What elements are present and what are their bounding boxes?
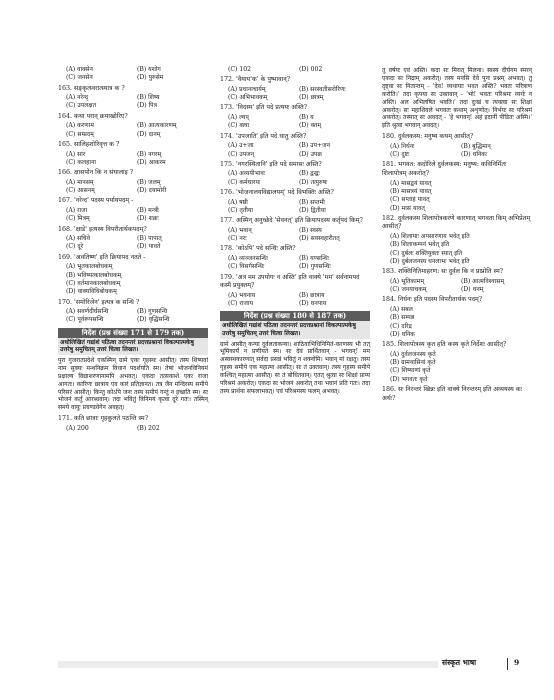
option: (D) दानम्	[137, 130, 161, 138]
option: (A) वाक्सेन	[66, 66, 93, 73]
question-186: 186. सः निरन्तरं खिन्नः इति वाक्ये निरन्तरम् इति अव्ययस्य कः अर्थः?	[382, 385, 522, 402]
footer-divider	[507, 658, 508, 670]
section-banner: निर्देश (प्रश्न संख्या 171 से 179 तक)	[58, 328, 208, 338]
q185-options	[382, 351, 532, 384]
option: (C) कर्मधारयः	[228, 178, 261, 186]
subject-label: संस्कृत भाषा	[442, 658, 477, 667]
q165-options	[58, 151, 208, 168]
option: (C) राजाय	[228, 300, 254, 308]
q170-options	[58, 308, 208, 325]
question-167: 167. 'नरेन्द' पदस्य पर्यायपदम् -	[58, 197, 134, 205]
option: (D) धनम्	[461, 286, 484, 294]
q169-options	[58, 263, 208, 296]
option: (D) द्वितीया	[299, 206, 326, 214]
option: (B) जलम्	[137, 178, 161, 186]
reading-passage: पुरा गुजरातप्रदेशे एकस्मिन् ग्रामे एकः गृहस्थः आसीत्। तस्य शिष्यवां नाम सुक्यः मन्थनिक्रम विधानं पदर्शयति स्म। तेषां भोजनविनियमं प्रक्षाल्य विद्याशरणानामपि अभवत्। एकदा तत्सकाशे एकः राजा आगतः। कारिणः छात्राय एव कारं प्रतिज्ञानत। तत्र जैन मन्दिरस्य समीपे परिसरं आसीत्। किन्तु कोऽपि जनः तस्य समीपं गन्तुं न इच्छति स्म। सः भोजनं कर्तुं आरब्धवान्। तदा भवितुं विनिमयं कृत्वा दूरे गतः। तस्मिन् समये वायुः प्रचण्डवेगेन अवहत्।	[58, 356, 208, 412]
option: (D) आकरम	[137, 158, 166, 166]
option: (C) उपलक्षत	[66, 102, 97, 110]
option: (B) शिष्य	[137, 94, 160, 102]
option: (A) सबल	[390, 305, 413, 313]
option: (C) दुष्टः	[390, 151, 410, 159]
question-page	[58, 66, 532, 650]
q179-options	[220, 292, 370, 309]
option: (B) य	[299, 114, 314, 122]
reading-passage: ग्रामे आसीत् कन्या दुर्वलताकन्या। शाठिवाभिधिनिमितं-करणस्य भी तत् भूमिकार्यं न प्रणीयते स्म। सः देवं प्रार्थितवान् - भगवन्! मम अस्वस्थकारणात् सर्वदा प्रसन्नं भवितुं न शक्नोमि। भवान् मां रक्षतु। तस्य गृहस्य समीपे एक महात्मा आसीत्। सः तं उक्तवान्। तस्य गृहस्य समीपे कश्चित् महात्मा आसीत्। सः तं बोधितवान्। एतत् श्रुत्वा सः शिक्षां प्राप्य परिश्रमं अकरोत्। एकदा सः भोजनं अकरोत् तथा भवानं प्रति गतः। तदा तस्य प्रार्थना सफलाभवत्। एवं परिश्रमस्य फलम् अभवत्।	[220, 340, 370, 396]
option: (C) सप्ताहं यावत्	[390, 196, 430, 204]
question-171: 171. कति छात्राः गृहकुलते पठन्ति स्म?	[58, 415, 149, 423]
question-170: 170. 'समोरिजेन' इत्यत्र क सन्धि ?	[58, 298, 140, 306]
question-164: 164. कथा परान् क्रयाखोरिए?	[58, 112, 128, 120]
option: (B) पापात्	[137, 235, 162, 243]
option: (C) नरः	[228, 235, 247, 243]
question-173: 173. 'विदस्य' इति पदे प्रत्ययः अस्ति?	[220, 104, 308, 112]
option: (C) जनसेन	[66, 74, 93, 82]
option: (B) 202	[137, 424, 160, 432]
question-176: 176. 'भोजनालयविद्यालयम्' पदे विभक्तिः अस्ति?	[220, 189, 334, 197]
option: (B) बुद्धिमान्	[461, 142, 491, 150]
option: (B) उप+जन	[299, 142, 330, 150]
option: (C) कलहाना	[66, 158, 96, 166]
q181-options	[382, 180, 532, 213]
option: (A) सचिवे	[66, 235, 91, 243]
q171-options	[58, 425, 208, 433]
option: (D) दुर्बलजनस्य धनलाभः भवेत् इति	[390, 257, 470, 265]
question-185: 185. शिलापोत्रस्य कृत हति कस्य कृते निर्देशः आसीत्?	[382, 341, 507, 349]
q176-options	[220, 199, 370, 216]
option: (C) 102	[228, 66, 251, 73]
question-175: 175. 'नगरस्थितानि' इति पदे समासः अस्ति?	[220, 160, 322, 168]
q171-options-cont	[220, 66, 370, 74]
q167-options	[58, 207, 208, 224]
q184-options	[382, 306, 532, 339]
option: (C) आसनम्	[66, 187, 95, 195]
option: (B) सम्पन्न	[390, 314, 415, 322]
option: (C) सम्प्रदम्	[66, 130, 94, 138]
question-179: 179. 'अत्र मम उपयोगः न अस्ति' इति वाक्ये 'मम' सर्वनामपदं कस्मै प्रयुक्तम्?	[220, 273, 360, 290]
q183-options	[382, 278, 532, 295]
question-180: 180. दुर्वलकस्य: मनुष्य कथम् आसीत्?	[382, 133, 474, 141]
option: (D) 002	[299, 66, 323, 73]
option: (A) षष्ठी	[228, 198, 248, 206]
option: (D) शक्रः	[137, 215, 159, 223]
option: (D) गुणसन्धिः	[299, 263, 331, 271]
option: (A) मासद्वयं यावत्	[390, 179, 432, 187]
question-163: 163. सङ्कृत्स्वरात्स्यात्र क ?	[58, 84, 125, 92]
option: (A) भूतकालबोधकम्	[66, 263, 113, 271]
option: (D) उपक्र	[299, 150, 323, 158]
q178-options	[220, 255, 370, 272]
q163-options	[58, 94, 208, 111]
option: (B) मन्त्री	[137, 206, 159, 214]
option: (B) गुणसन्धि	[137, 308, 168, 316]
option: (C) दरिद्र	[390, 322, 412, 330]
option: (A) शिलायाः अपसारणाय भवेत् इति	[390, 233, 470, 240]
option: (D) धनपाय	[299, 300, 327, 308]
option: (B) नगरम्	[137, 150, 162, 158]
footer-bar	[58, 661, 438, 668]
section-instruction: अधोलिखितं गद्यांशं पठित्वा तदनन्तरं प्रदत्तप्रश्नानां विकल्पात्मकेषु उत्तरेषु समुचितम् उत्तरं चित्वा लिखत।	[58, 338, 208, 355]
option: (B) यशोग	[137, 66, 161, 73]
option: (D) छात्रम्	[299, 94, 324, 102]
q173-options	[220, 114, 370, 131]
section-instruction: अधोलिखितं गद्यांशं पठित्वा तदनन्तरं प्रदत्तप्रश्नानां विकल्पात्मकेषु उत्तरेषु समुचितम् उत्तरं चित्वा लिखत।	[220, 321, 370, 338]
question-182: 182. दुर्वलकस्य शिलापोत्रकरणे कारणात् भगवता किम् अभिप्रेतम् आसीत्?	[382, 214, 531, 231]
option: (B) यण्सन्धिः	[299, 255, 329, 263]
q162-options	[58, 66, 208, 83]
option: (A) करणाम	[66, 122, 94, 130]
option: (B) मासत्रयं यावत्	[390, 187, 432, 195]
option: (A) प्रधानाचार्यम्	[228, 85, 266, 93]
option: (C) उपजन्	[228, 150, 255, 158]
question-181: 181. भगवत: कदोरिले दुर्वलकस्य: मनुष्य: कविनिर्मितः शिलापोत्रम् अकरोत्?	[382, 161, 507, 178]
q174-options	[220, 142, 370, 159]
q166-options	[58, 179, 208, 196]
option: (D) वाक्यविधिबोधकम्	[66, 288, 117, 296]
question-168: 168. 'क्षाडे' इत्यस्य विपरीतार्थकपदम्?	[58, 225, 147, 233]
option: (B) भविष्यत्कालबोधकम्	[66, 271, 122, 279]
column-2	[220, 66, 370, 399]
q177-options	[220, 227, 370, 244]
option: (B) छात्राय	[299, 291, 325, 299]
option: (A) मानसम्	[66, 178, 94, 186]
page-number: 9	[514, 658, 520, 667]
question-172: 172. 'वैयाय'क' के पुष्पावान्?	[220, 76, 291, 84]
option: (A) भवनाय	[228, 291, 256, 299]
option: (C) शिष्याणां कृते	[390, 367, 431, 375]
question-169: 169. 'अवतिष्ण' इति क्रियापद नतते -	[58, 253, 146, 261]
option: (B) सरस्वतीसरोरिणः	[299, 85, 346, 93]
option: (A) दुर्वलजनस्य कृते	[390, 350, 436, 358]
option: (A) राजा	[66, 206, 88, 214]
option: (C) तृतीया	[228, 206, 253, 214]
option: (B) स्वस्य	[299, 226, 322, 234]
option: (A) 200	[66, 424, 89, 432]
option: (D) क्तम्	[299, 122, 321, 130]
option: (D) मासं यावत्	[390, 204, 425, 212]
question-178: 178. 'कोऽपि' पदे सन्धिः अस्ति?	[220, 245, 296, 253]
option: (C) दुर्बलः शक्तियुक्तः स्यात् इति	[390, 249, 463, 257]
question-165: 165. सालिहशोरिवृत्त क ?	[58, 140, 120, 148]
option: (A) नरेन्द्	[66, 94, 89, 102]
q175-options	[220, 170, 370, 187]
option: (A) अव्ययीभावः	[228, 170, 265, 178]
option: (A) सार	[66, 150, 86, 158]
reading-passage-cont: तु वर्षयः एवं अस्ति। कदा सः मिरात् मिलना। स्वस्य दीर्घगम स्मरन् एकदा सः निद्राम् अकरोत्। तस्य मनसि देवे पुनः प्रश्नम् अभवत्। तु दृष्ट्वा सः नितान्तम् - 'देव! व्यथायाः भवत अस्ति? भवतः परित्राण करोति।' तदा कृपया सः उक्तवान् - 'भो! भवतः परिश्रमः व्यर्थः न अस्ति। अल अभिलषित भवति।' तदा दुःखं च त्यक्त्वा सः शिक्षां अकरोत्। सः महाशिवले भगवतः कथाम् अशृणोत्। निर्भयः सः परिश्रमं अकरोत्। तस्मात् सः अवदत् - 'हे भगवन्! अहं इदानीं पीडितः अस्मि।' इति श्रुत्वा भगवान् अवदत्।	[382, 67, 532, 130]
option: (B) ग्रामवासिनां कृते	[390, 359, 436, 367]
option: (B) आत्यकारणम्	[137, 122, 177, 130]
option: (A) व्यञ्जनसन्धिः	[228, 255, 269, 263]
option: (C) अभिभावकम्	[228, 94, 268, 102]
question-166: 166. क्षासपोन कि न संघालाइ ?	[58, 169, 134, 177]
option: (B) आत्मविश्वासम्	[461, 277, 505, 285]
question-184: 184. निर्धनः इति पदस्य विपरीतार्थक पदम्?	[382, 296, 483, 304]
option: (D) वृद्धिसन्धि	[137, 316, 170, 324]
option: (C) मित्रम्	[66, 215, 90, 223]
option: (D) पावते	[137, 243, 161, 251]
option: (D) भगवतः कृते	[390, 375, 428, 383]
option: (C) वर्तमानकालबोधकम्	[66, 279, 121, 287]
option: (D) पित्र	[137, 102, 157, 110]
page-footer	[58, 657, 532, 671]
section-banner: निर्देश (प्रश्न संख्या 180 से 187 तक)	[220, 311, 370, 321]
option: (A) सवर्णदीर्घसन्धि	[66, 308, 109, 316]
question-174: 174. 'उपजाति' इति पदे धातु अस्ति?	[220, 132, 307, 140]
option: (C) क्त्वा	[228, 122, 250, 130]
option: (D) पुरुसेम	[137, 74, 164, 82]
q172-options	[220, 86, 370, 103]
option: (A) उ+जा	[228, 142, 254, 150]
option: (C) जनयाचकम्	[390, 286, 427, 294]
q168-options	[58, 235, 208, 252]
option: (A) ल्यप्	[228, 114, 249, 122]
column-1	[58, 66, 208, 435]
question-183: 183. शक्तिनितिमाहरण: सः दुर्वल कि न प्राप्नोति स्म?	[382, 268, 504, 276]
option: (D) तत्पुरुषः	[299, 178, 328, 186]
option: (B) द्वन्द्वः	[299, 170, 320, 178]
option: (B) सप्तमी	[299, 198, 325, 206]
option: (B) शिलाकम्पनं भवेत् इति	[390, 241, 450, 249]
option: (D) धनिक	[390, 330, 415, 338]
q164-options	[58, 122, 208, 139]
option: (A) निर्धनः	[390, 142, 415, 150]
option: (A) भवान्	[228, 226, 252, 234]
option: (D) धनिकः	[461, 151, 488, 159]
column-3	[382, 66, 532, 404]
option: (D) सवस्वहारीतत्	[299, 235, 340, 243]
option: (C) विसर्गसन्धिः	[228, 263, 265, 271]
option: (C) पूर्वरूपसन्धि	[66, 316, 104, 324]
q180-options	[382, 143, 532, 160]
q182-options	[382, 233, 532, 266]
question-177: 177. अस्मिन् अनुच्छेदे 'सेवनत्' इति क्रियापदस्य कर्तृपदं किम्?	[220, 217, 363, 225]
option: (C) दूरे	[66, 243, 84, 251]
option: (A) भूतिकामम्	[390, 277, 424, 285]
option: (D) दयामोरी	[137, 187, 167, 195]
